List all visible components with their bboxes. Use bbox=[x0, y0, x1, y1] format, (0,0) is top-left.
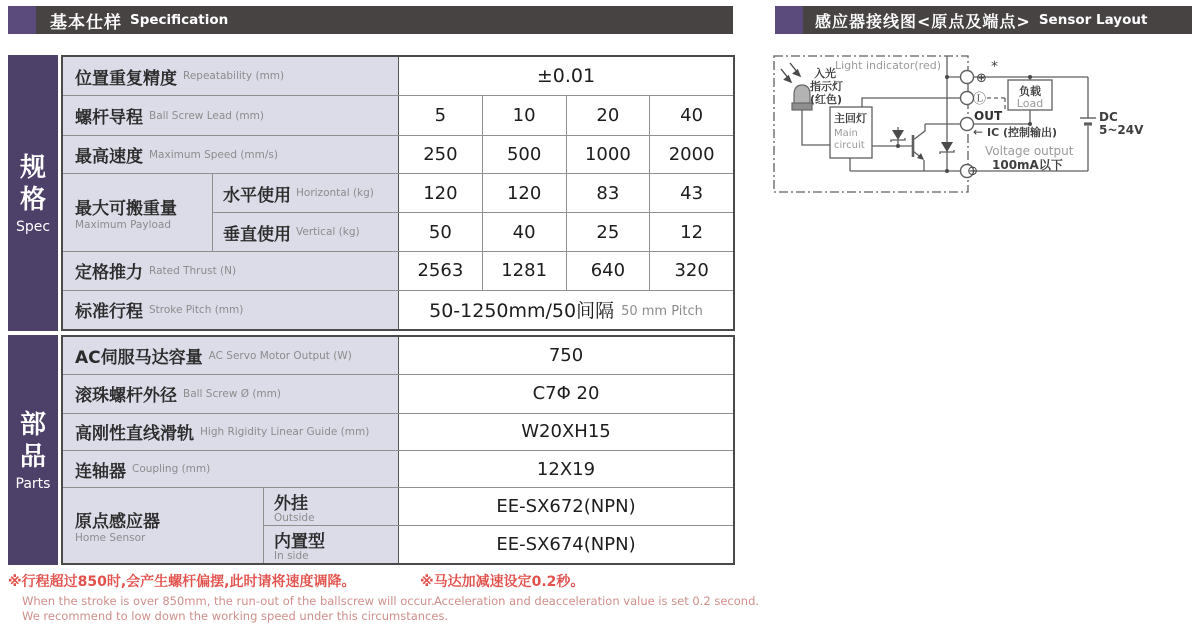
value-cell: 500 bbox=[483, 136, 567, 173]
value-cell: 250 bbox=[399, 136, 483, 173]
spec-section bbox=[8, 55, 735, 331]
label-en: Rated Thrust (N) bbox=[149, 264, 237, 277]
label-en: Ball Screw Lead (mm) bbox=[149, 109, 264, 122]
label-zh: 最大可搬重量 bbox=[75, 199, 177, 220]
led-dome bbox=[794, 85, 810, 104]
value-cell: W20XH15 bbox=[521, 421, 611, 443]
label-zh: 定格推力 bbox=[75, 263, 143, 284]
value-cell: 12 bbox=[680, 221, 704, 243]
spec-header-title-zh: 基本仕样 bbox=[50, 12, 122, 33]
table-row-stroke bbox=[63, 290, 733, 329]
row-label-payload bbox=[63, 174, 213, 251]
dc-label: DC bbox=[1099, 110, 1118, 124]
label-zh: 垂直使用 bbox=[223, 224, 291, 245]
value-cell bbox=[399, 291, 733, 329]
row-label bbox=[63, 337, 399, 374]
label-en: Home Sensor bbox=[75, 532, 146, 545]
terminal-l bbox=[961, 92, 974, 105]
label-en: Coupling (mm) bbox=[132, 463, 211, 476]
value-cell: 50 bbox=[399, 213, 483, 251]
table-row-rated-thrust bbox=[63, 251, 733, 289]
sidebar-spec-label-en: Spec bbox=[15, 218, 51, 235]
label-zh: AC伺服马达容量 bbox=[75, 348, 203, 369]
terminal-plus bbox=[961, 71, 974, 84]
sensor-header-title-en: Sensor Layout bbox=[1038, 12, 1148, 28]
value-cell: 20 bbox=[567, 96, 651, 134]
subrow-outside bbox=[264, 488, 733, 525]
dc-voltage-label: 5~24V bbox=[1099, 123, 1144, 137]
sensor-wiring-diagram bbox=[773, 52, 1200, 198]
row-label bbox=[63, 57, 399, 95]
stroke-value-sub: 50 mm Pitch bbox=[621, 304, 703, 320]
light-indicator-label: Light indicator(red) bbox=[835, 59, 941, 72]
label-zh: 连轴器 bbox=[75, 461, 126, 482]
value-cell: EE-SX674(NPN) bbox=[496, 534, 636, 556]
sidebar-parts-label-zh: 部品 bbox=[19, 409, 46, 472]
footnote-1-en-line1: When the stroke is over 850mm, the run-out of the ballscrew will occur. bbox=[22, 594, 435, 608]
value-cell: 2000 bbox=[668, 144, 715, 166]
terminal-plus-star: * bbox=[991, 59, 998, 75]
subrow-inside bbox=[264, 525, 733, 563]
table-row-ball-screw-dia bbox=[63, 374, 733, 412]
sensor-header-title-zh: 感应器接线图<原点及端点> bbox=[815, 11, 1031, 31]
label-zh: 原点感应器 bbox=[75, 512, 160, 533]
footnote-2-zh: ※马达加减速设定0.2秒。 bbox=[420, 574, 585, 590]
sidebar-parts-label-en: Parts bbox=[15, 475, 51, 492]
label-en: In side bbox=[274, 550, 309, 563]
footnote-2-en: Acceleration and deacceleration value is set 0.2 second. bbox=[434, 594, 760, 608]
sub-label bbox=[213, 213, 399, 251]
junction-dot bbox=[896, 144, 900, 148]
footnote-1-en-line2: We recommend to low down the working speed under this circumstances. bbox=[22, 609, 449, 623]
label-en: Maximum Speed (mm/s) bbox=[149, 148, 278, 161]
footnote-1-zh: ※行程超过850时,会产生螺杆偏摆,此时请将速度调降。 bbox=[8, 574, 356, 590]
main-circuit-label-en2: circuit bbox=[834, 140, 865, 151]
footnote-2 bbox=[420, 571, 759, 608]
sensor-section-header bbox=[775, 6, 1192, 34]
value-cell: 1000 bbox=[567, 136, 651, 173]
main-circuit-label-zh: 主回灯 bbox=[834, 112, 867, 125]
terminal-out bbox=[961, 118, 974, 131]
label-en: Horizontal (kg) bbox=[296, 187, 374, 200]
value-cell: 1281 bbox=[483, 252, 567, 289]
transistor-collector bbox=[913, 124, 925, 140]
value-cell: 120 bbox=[399, 174, 483, 212]
ic-label: IC (控制输出) bbox=[987, 126, 1058, 139]
main-circuit-label-en1: Main bbox=[834, 128, 858, 139]
table-row-linear-guide bbox=[63, 413, 733, 450]
sub-label bbox=[213, 174, 399, 212]
row-label bbox=[63, 414, 399, 450]
sidebar-parts bbox=[8, 335, 58, 565]
label-en: Ball Screw Ø (mm) bbox=[183, 387, 281, 400]
emitter-arrowhead bbox=[917, 153, 924, 160]
value-cell: 12X19 bbox=[536, 458, 596, 480]
label-zh: 高刚性直线滑轨 bbox=[75, 424, 194, 445]
wire-l bbox=[862, 98, 967, 107]
value-cell: 83 bbox=[567, 174, 651, 212]
terminal-minus-label: ⊖ bbox=[967, 164, 978, 179]
table-row-max-speed bbox=[63, 135, 733, 173]
label-en: Maximum Payload bbox=[75, 219, 172, 232]
table-row-motor bbox=[63, 337, 733, 374]
row-label bbox=[63, 375, 399, 412]
subrow-vertical bbox=[213, 212, 733, 251]
parts-section bbox=[8, 335, 735, 565]
table-row-max-payload bbox=[63, 173, 733, 251]
value-cell: C7Φ 20 bbox=[532, 383, 600, 405]
led-indicator bbox=[781, 63, 812, 110]
incoming-light-label-3: (红色) bbox=[810, 93, 843, 106]
label-zh: 位置重复精度 bbox=[75, 68, 177, 89]
label-zh: 滚珠螺杆外径 bbox=[75, 386, 177, 407]
sub-label bbox=[264, 526, 399, 563]
stroke-value: 50-1250mm/50间隔 bbox=[429, 300, 615, 323]
incoming-light-label-1: 入光 bbox=[814, 67, 836, 80]
value-cell: 40 bbox=[680, 105, 704, 127]
label-en: Outside bbox=[274, 512, 315, 525]
label-zh: 标准行程 bbox=[75, 302, 143, 323]
label-zh: 内置型 bbox=[274, 532, 325, 553]
label-en: High Rigidity Linear Guide (mm) bbox=[200, 425, 370, 438]
sidebar-spec-label-zh: 规格 bbox=[19, 152, 46, 215]
load-label-zh: 负载 bbox=[1019, 85, 1041, 98]
table-row-home-sensor bbox=[63, 487, 733, 563]
label-en: Stroke Pitch (mm) bbox=[149, 303, 244, 316]
ic-arrow: ← bbox=[973, 125, 984, 139]
spec-section-header bbox=[8, 6, 733, 34]
value-cell: 5 bbox=[399, 96, 483, 134]
table-row-ball-screw-lead bbox=[63, 95, 733, 134]
voltage-output-label: Voltage output bbox=[985, 144, 1074, 158]
sidebar-spec bbox=[8, 55, 58, 331]
value-cell: ±0.01 bbox=[536, 65, 596, 88]
label-zh: 外挂 bbox=[274, 494, 308, 515]
table-row-coupling bbox=[63, 450, 733, 487]
spec-header-title-en: Specification bbox=[130, 12, 229, 28]
subrow-horizontal bbox=[213, 174, 733, 212]
spec-table bbox=[8, 55, 735, 565]
row-label bbox=[63, 291, 399, 329]
value-cell: 640 bbox=[567, 252, 651, 289]
value-cell: 320 bbox=[674, 260, 709, 282]
incoming-light-label-2: 指示灯 bbox=[810, 80, 843, 93]
junction-dot bbox=[1028, 75, 1032, 79]
value-cell: EE-SX672(NPN) bbox=[496, 496, 636, 518]
junction-dot bbox=[945, 75, 949, 79]
label-zh: 螺杆导程 bbox=[75, 108, 143, 129]
sub-label bbox=[264, 488, 399, 525]
value-cell: 25 bbox=[567, 213, 651, 251]
label-en: Repeatability (mm) bbox=[183, 70, 285, 83]
wire-led bbox=[802, 110, 830, 145]
label-zh: 水平使用 bbox=[223, 185, 291, 206]
value-cell: 43 bbox=[680, 182, 704, 204]
row-label bbox=[63, 136, 399, 173]
row-label-home-sensor bbox=[63, 488, 264, 563]
terminal-out-label: OUT bbox=[974, 109, 1003, 123]
value-cell: 750 bbox=[548, 345, 584, 367]
row-label bbox=[63, 451, 399, 487]
value-cell: 40 bbox=[483, 213, 567, 251]
label-en: Vertical (kg) bbox=[296, 226, 360, 239]
light-arrowhead bbox=[785, 76, 792, 82]
value-cell: 10 bbox=[483, 96, 567, 134]
value-cell: 2563 bbox=[399, 252, 483, 289]
terminal-plus-label: ⊕ bbox=[976, 71, 987, 86]
row-label bbox=[63, 96, 399, 134]
junction-dot bbox=[945, 169, 949, 173]
header-accent-square bbox=[775, 6, 803, 34]
zener1-diode bbox=[892, 130, 904, 140]
table-row-repeatability bbox=[63, 57, 733, 95]
label-zh: 最高速度 bbox=[75, 147, 143, 168]
current-limit-label: 100mA以下 bbox=[992, 158, 1063, 172]
footnote-1 bbox=[8, 571, 448, 623]
led-base bbox=[792, 103, 812, 110]
label-en: AC Servo Motor Output (W) bbox=[208, 349, 352, 362]
zener2-diode bbox=[941, 142, 953, 152]
row-label bbox=[63, 252, 399, 289]
value-cell: 120 bbox=[483, 174, 567, 212]
light-arrowhead bbox=[794, 70, 801, 76]
header-accent-square bbox=[8, 6, 36, 34]
terminal-l-label: Ⓛ bbox=[973, 92, 987, 107]
load-label-en: Load bbox=[1016, 97, 1044, 110]
